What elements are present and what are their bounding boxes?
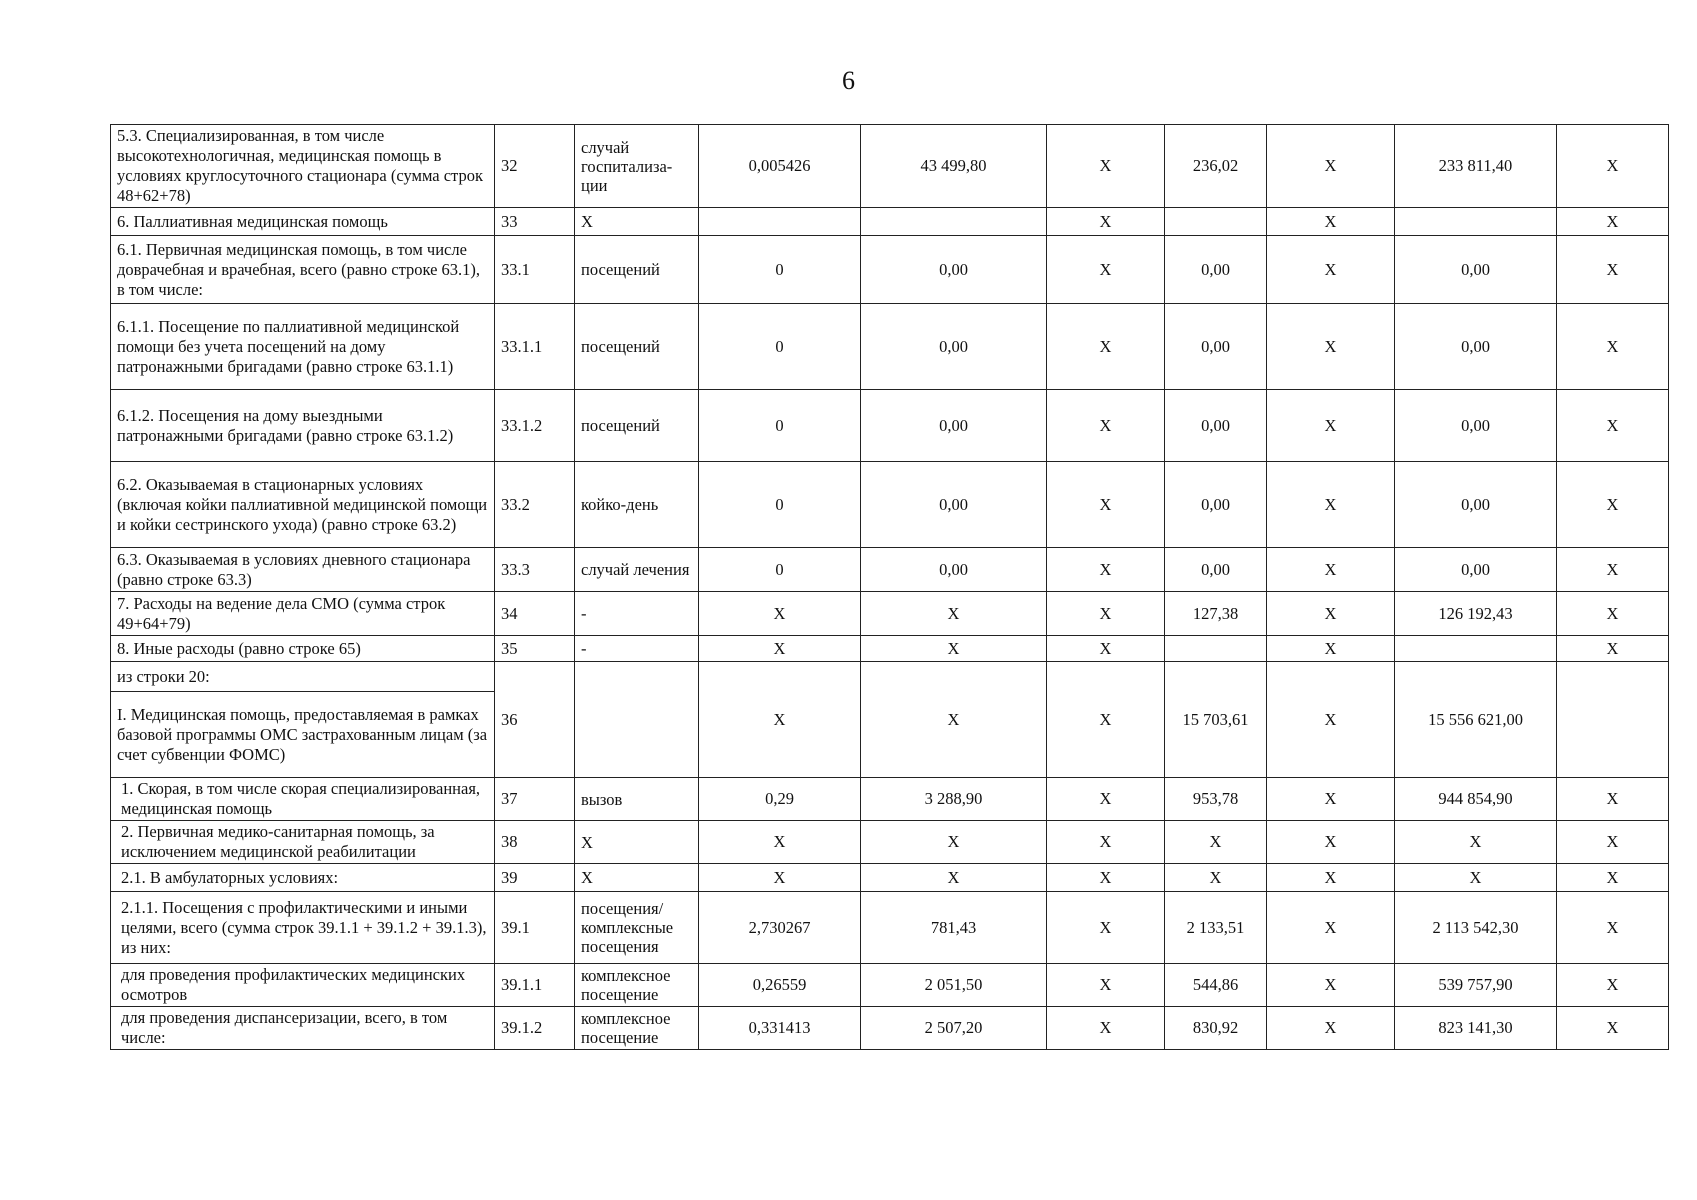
cell-c7: 0,00 <box>1165 548 1267 592</box>
cell-c6: X <box>1047 864 1165 892</box>
cell-c8: X <box>1267 864 1395 892</box>
cell-c7: 953,78 <box>1165 778 1267 821</box>
row-name: 5.3. Специализированная, в том числе высокотехнологичная, медицинская помощь в условиях круглосуточного стационара (сумма строк 48+62+78) <box>111 125 495 208</box>
page-number: 6 <box>842 66 855 95</box>
cell-c10: X <box>1557 390 1669 462</box>
table-row <box>111 548 1669 592</box>
cell-c5: X <box>861 864 1047 892</box>
row-unit: комплексное посещение <box>575 964 699 1007</box>
row-code: 37 <box>495 778 575 821</box>
row-name: 6.1. Первичная медицинская помощь, в том числе доврачебная и врачебная, всего (равно строке 63.1), в том числе: <box>111 236 495 304</box>
cell-c5: 0,00 <box>861 390 1047 462</box>
cell-c8: X <box>1267 236 1395 304</box>
section-heading: из строки 20: <box>111 662 495 692</box>
row-code: 39.1.2 <box>495 1007 575 1050</box>
cell-c5: X <box>861 662 1047 778</box>
cell-c4: 2,730267 <box>699 892 861 964</box>
row-name: 6.2. Оказываемая в стационарных условиях (включая койки паллиативной медицинской помощи и койки сестринского ухода) (равно строке 63.2) <box>111 462 495 548</box>
cell-c9 <box>1395 208 1557 236</box>
row-name: 1. Скорая, в том числе скорая специализированная, медицинская помощь <box>111 778 495 821</box>
cell-c10: X <box>1557 864 1669 892</box>
table-row <box>111 236 1669 304</box>
cell-c5: X <box>861 636 1047 662</box>
row-code: 39 <box>495 864 575 892</box>
row-code: 33 <box>495 208 575 236</box>
row-code: 33.3 <box>495 548 575 592</box>
cell-c10: X <box>1557 236 1669 304</box>
cell-c8: X <box>1267 592 1395 636</box>
cell-c4: X <box>699 662 861 778</box>
cell-c8: X <box>1267 390 1395 462</box>
cell-c6: X <box>1047 462 1165 548</box>
table-row <box>111 864 1669 892</box>
row-code: 36 <box>495 662 575 778</box>
cell-c5 <box>861 208 1047 236</box>
cell-c4: 0 <box>699 304 861 390</box>
cell-c6: X <box>1047 821 1165 864</box>
row-unit: посещений <box>575 236 699 304</box>
cell-c9: 233 811,40 <box>1395 125 1557 208</box>
row-name: для проведения диспансеризации, всего, в том числе: <box>111 1007 495 1050</box>
table-row <box>111 462 1669 548</box>
row-unit: койко-день <box>575 462 699 548</box>
row-name: 6. Паллиативная медицинская помощь <box>111 208 495 236</box>
cell-c7 <box>1165 208 1267 236</box>
cell-c10: X <box>1557 964 1669 1007</box>
cell-c8: X <box>1267 208 1395 236</box>
cell-c4 <box>699 208 861 236</box>
row-unit: посещений <box>575 304 699 390</box>
cell-c7 <box>1165 636 1267 662</box>
cell-c6: X <box>1047 236 1165 304</box>
cell-c5: X <box>861 821 1047 864</box>
cell-c4: 0 <box>699 390 861 462</box>
cell-c7: 236,02 <box>1165 125 1267 208</box>
row-unit <box>575 662 699 778</box>
cell-c4: X <box>699 821 861 864</box>
row-code: 38 <box>495 821 575 864</box>
cell-c6: X <box>1047 592 1165 636</box>
cell-c6: X <box>1047 964 1165 1007</box>
cell-c5: 0,00 <box>861 548 1047 592</box>
row-name: 8. Иные расходы (равно строке 65) <box>111 636 495 662</box>
row-unit: случай госпитализа-ции <box>575 125 699 208</box>
cell-c8: X <box>1267 548 1395 592</box>
cell-c8: X <box>1267 636 1395 662</box>
cell-c4: 0 <box>699 236 861 304</box>
cell-c7: 0,00 <box>1165 462 1267 548</box>
cell-c8: X <box>1267 125 1395 208</box>
row-name: 2. Первичная медико-санитарная помощь, за исключением медицинской реабилитации <box>111 821 495 864</box>
cell-c10: X <box>1557 462 1669 548</box>
cell-c6: X <box>1047 548 1165 592</box>
cell-c7: 0,00 <box>1165 236 1267 304</box>
cell-c4: 0 <box>699 462 861 548</box>
cell-c9: 0,00 <box>1395 304 1557 390</box>
table-row <box>111 304 1669 390</box>
row-unit: X <box>575 821 699 864</box>
cell-c5: 3 288,90 <box>861 778 1047 821</box>
cell-c4: 0,29 <box>699 778 861 821</box>
cell-c9: 0,00 <box>1395 236 1557 304</box>
cell-c4: 0,331413 <box>699 1007 861 1050</box>
table-row <box>111 636 1669 662</box>
row-name: 7. Расходы на ведение дела СМО (сумма строк 49+64+79) <box>111 592 495 636</box>
cell-c4: X <box>699 636 861 662</box>
cell-c8: X <box>1267 462 1395 548</box>
row-unit: посещений <box>575 390 699 462</box>
cell-c8: X <box>1267 964 1395 1007</box>
cell-c7: X <box>1165 821 1267 864</box>
row-code: 34 <box>495 592 575 636</box>
cell-c6: X <box>1047 636 1165 662</box>
row-code: 35 <box>495 636 575 662</box>
cell-c6: X <box>1047 390 1165 462</box>
row-name: для проведения профилактических медицинских осмотров <box>111 964 495 1007</box>
cell-c4: 0,005426 <box>699 125 861 208</box>
row-code: 39.1 <box>495 892 575 964</box>
cell-c5: 0,00 <box>861 462 1047 548</box>
cell-c10 <box>1557 662 1669 778</box>
cell-c4: 0,26559 <box>699 964 861 1007</box>
cell-c7: 2 133,51 <box>1165 892 1267 964</box>
table-row <box>111 125 1669 208</box>
cell-c5: 0,00 <box>861 236 1047 304</box>
cell-c5: 2 051,50 <box>861 964 1047 1007</box>
row-unit: вызов <box>575 778 699 821</box>
table-row <box>111 390 1669 462</box>
row-code: 33.1.1 <box>495 304 575 390</box>
cell-c7: 0,00 <box>1165 390 1267 462</box>
cell-c9: 0,00 <box>1395 548 1557 592</box>
row-code: 32 <box>495 125 575 208</box>
cell-c10: X <box>1557 821 1669 864</box>
row-unit: - <box>575 636 699 662</box>
cell-c6: X <box>1047 892 1165 964</box>
cell-c6: X <box>1047 125 1165 208</box>
cell-c10: X <box>1557 125 1669 208</box>
cell-c5: 781,43 <box>861 892 1047 964</box>
cell-c4: 0 <box>699 548 861 592</box>
cell-c4: X <box>699 592 861 636</box>
table-row <box>111 892 1669 964</box>
cell-c8: X <box>1267 821 1395 864</box>
row-code: 33.2 <box>495 462 575 548</box>
cell-c5: 0,00 <box>861 304 1047 390</box>
table-row <box>111 592 1669 636</box>
cell-c8: X <box>1267 662 1395 778</box>
row-unit: - <box>575 592 699 636</box>
cell-c9: 0,00 <box>1395 462 1557 548</box>
table-row <box>111 208 1669 236</box>
cell-c10: X <box>1557 892 1669 964</box>
row-code: 39.1.1 <box>495 964 575 1007</box>
cell-c4: X <box>699 864 861 892</box>
row-code: 33.1 <box>495 236 575 304</box>
cell-c9: 0,00 <box>1395 390 1557 462</box>
cell-c7: 127,38 <box>1165 592 1267 636</box>
row-unit: X <box>575 864 699 892</box>
cell-c5: X <box>861 592 1047 636</box>
cell-c9: 15 556 621,00 <box>1395 662 1557 778</box>
cell-c7: X <box>1165 864 1267 892</box>
cell-c9 <box>1395 636 1557 662</box>
table-row <box>111 662 1669 692</box>
cell-c6: X <box>1047 662 1165 778</box>
cell-c8: X <box>1267 1007 1395 1050</box>
cell-c10: X <box>1557 304 1669 390</box>
cell-c6: X <box>1047 1007 1165 1050</box>
row-unit: X <box>575 208 699 236</box>
program-cost-table <box>110 124 1669 1050</box>
table-row <box>111 1007 1669 1050</box>
table-row <box>111 821 1669 864</box>
cell-c5: 43 499,80 <box>861 125 1047 208</box>
cell-c5: 2 507,20 <box>861 1007 1047 1050</box>
cell-c6: X <box>1047 304 1165 390</box>
cell-c10: X <box>1557 1007 1669 1050</box>
row-name: 6.3. Оказываемая в условиях дневного стационара (равно строке 63.3) <box>111 548 495 592</box>
cell-c10: X <box>1557 208 1669 236</box>
row-code: 33.1.2 <box>495 390 575 462</box>
row-name: 2.1.1. Посещения с профилактическими и иными целями, всего (сумма строк 39.1.1 + 39.1.2 + 39.1.3), из них: <box>111 892 495 964</box>
cell-c10: X <box>1557 592 1669 636</box>
row-unit: посещения/ комплексные посещения <box>575 892 699 964</box>
cell-c9: X <box>1395 821 1557 864</box>
cell-c10: X <box>1557 636 1669 662</box>
row-unit: случай лечения <box>575 548 699 592</box>
row-unit: комплексное посещение <box>575 1007 699 1050</box>
row-name: 6.1.1. Посещение по паллиативной медицинской помощи без учета посещений на дому патронажными бригадами (равно строке 63.1.1) <box>111 304 495 390</box>
cell-c6: X <box>1047 778 1165 821</box>
cell-c7: 830,92 <box>1165 1007 1267 1050</box>
cell-c9: 2 113 542,30 <box>1395 892 1557 964</box>
cell-c10: X <box>1557 778 1669 821</box>
cell-c7: 0,00 <box>1165 304 1267 390</box>
row-name: 6.1.2. Посещения на дому выездными патронажными бригадами (равно строке 63.1.2) <box>111 390 495 462</box>
cell-c7: 544,86 <box>1165 964 1267 1007</box>
cell-c9: 539 757,90 <box>1395 964 1557 1007</box>
cell-c8: X <box>1267 304 1395 390</box>
row-name: 2.1. В амбулаторных условиях: <box>111 864 495 892</box>
cell-c8: X <box>1267 892 1395 964</box>
cell-c7: 15 703,61 <box>1165 662 1267 778</box>
cell-c9: X <box>1395 864 1557 892</box>
cell-c6: X <box>1047 208 1165 236</box>
cell-c10: X <box>1557 548 1669 592</box>
table-row <box>111 778 1669 821</box>
cell-c9: 126 192,43 <box>1395 592 1557 636</box>
row-name: I. Медицинская помощь, предоставляемая в рамках базовой программы ОМС застрахованным лицам (за счет субвенции ФОМС) <box>111 692 495 778</box>
cell-c8: X <box>1267 778 1395 821</box>
cell-c9: 944 854,90 <box>1395 778 1557 821</box>
table-row <box>111 964 1669 1007</box>
cell-c9: 823 141,30 <box>1395 1007 1557 1050</box>
